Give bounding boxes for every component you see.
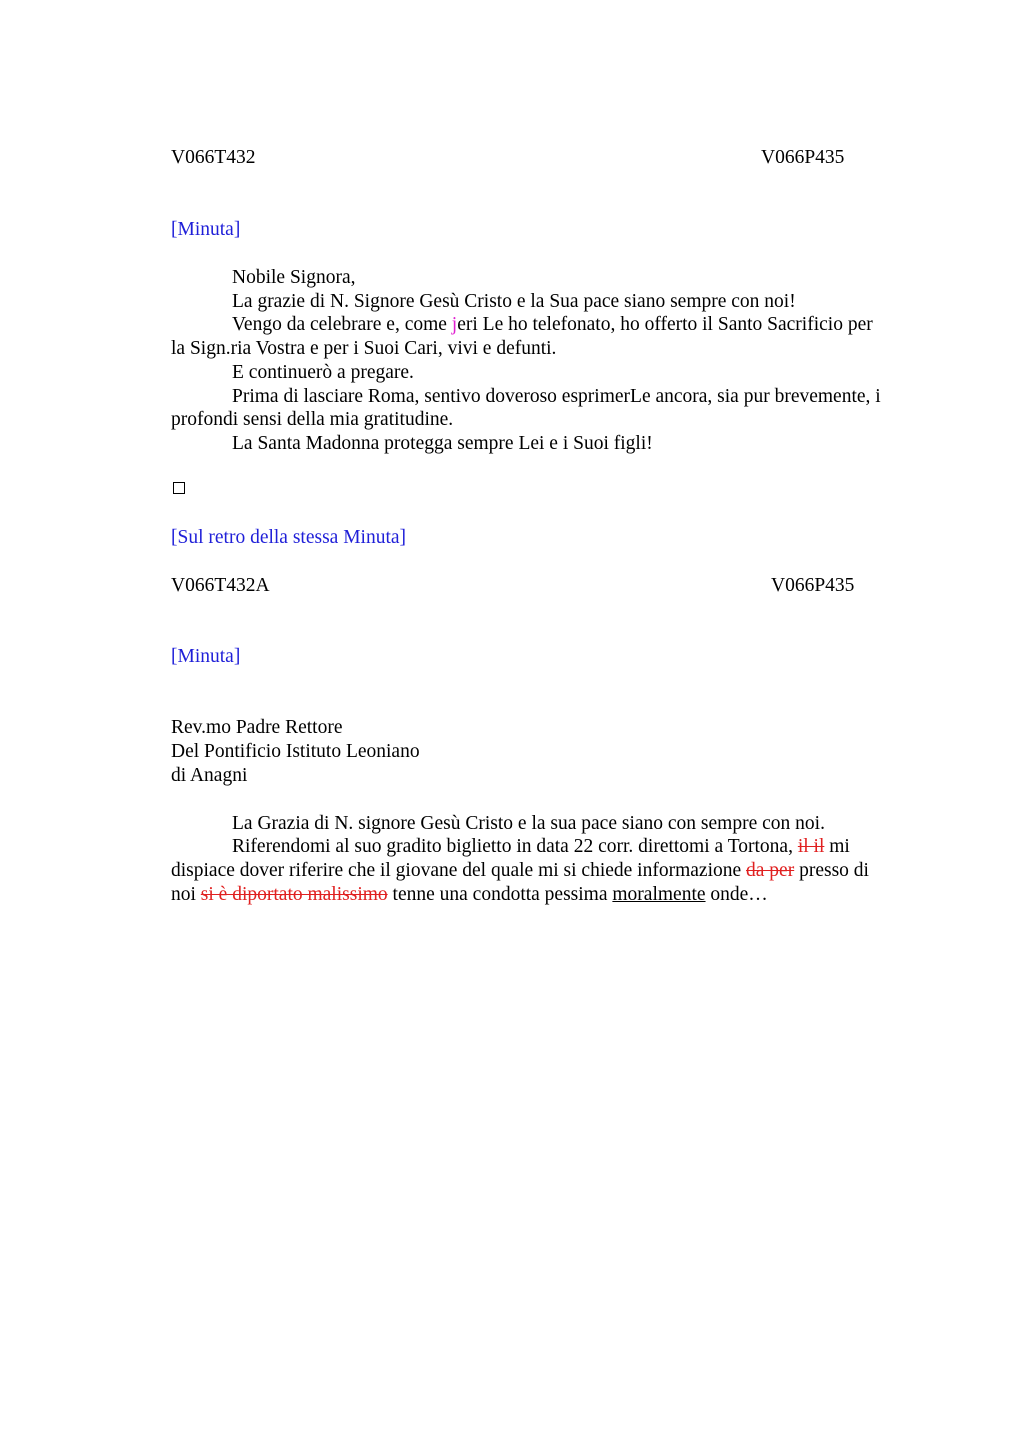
correction-mark: j [451, 314, 458, 335]
letter2-code-right: V066P435 [771, 575, 855, 596]
deleted-text: si è diportato malissimo [200, 884, 388, 905]
text-run: tenne una condotta pessima [387, 884, 613, 905]
letter1-code-left: V066T432 [171, 147, 256, 168]
letter1-paragraph-2-line-1 [232, 313, 873, 337]
letter2-address-line-3: di Anagni [171, 765, 248, 786]
letter2-paragraph-1: La Grazia di N. signore Gesù Cristo e la sua pace siano con sempre con noi. [232, 813, 825, 834]
letter1-paragraph-5: La Santa Madonna protegga sempre Lei e i Suoi figli! [232, 433, 653, 454]
text-run: onde… [705, 884, 768, 905]
letter1-editorial-note: [Minuta] [171, 219, 241, 240]
letter2-paragraph-2-line-2 [171, 859, 869, 883]
letter2-address-line-1: Rev.mo Padre Rettore [171, 717, 343, 738]
letter2-address-line-2: Del Pontificio Istituto Leoniano [171, 741, 420, 762]
deleted-text: il il [797, 836, 825, 857]
letter1-code-right: V066P435 [761, 147, 845, 168]
letter2-paragraph-2-line-1 [232, 835, 850, 859]
text-run: eri Le ho telefonato, ho offerto il Santo Sacrificio per [457, 314, 873, 335]
letter1-paragraph-3: E continuerò a pregare. [232, 362, 414, 383]
text-run: presso di [794, 860, 869, 881]
checkbox-glyph [173, 482, 185, 494]
letter2-code-left: V066T432A [171, 575, 270, 596]
separator-editorial-note: [Sul retro della stessa Minuta] [171, 527, 407, 548]
text-run: Vengo da celebrare e, come [232, 314, 452, 335]
letter1-paragraph-1: La grazie di N. Signore Gesù Cristo e la Sua pace siano sempre con noi! [232, 291, 796, 312]
letter2-editorial-note: [Minuta] [171, 646, 241, 667]
letter1-paragraph-4-line-2: profondi sensi della mia gratitudine. [171, 409, 454, 430]
deleted-text: da per [746, 860, 795, 881]
text-run: noi [171, 884, 201, 905]
letter1-paragraph-4-line-1: Prima di lasciare Roma, sentivo doveroso esprimerLe ancora, sia pur brevemente, i [232, 386, 881, 407]
letter1-salutation: Nobile Signora, [232, 267, 356, 288]
letter1-paragraph-2-line-2: la Sign.ria Vostra e per i Suoi Cari, vivi e defunti. [171, 338, 557, 359]
letter2-paragraph-2-line-3 [171, 883, 768, 907]
text-run: dispiace dover riferire che il giovane del quale mi si chiede informazione [171, 860, 747, 881]
text-run: Riferendomi al suo gradito biglietto in data 22 corr. direttomi a Tortona, [232, 836, 798, 857]
text-run: mi [824, 836, 850, 857]
underlined-text: moralmente [612, 884, 706, 905]
